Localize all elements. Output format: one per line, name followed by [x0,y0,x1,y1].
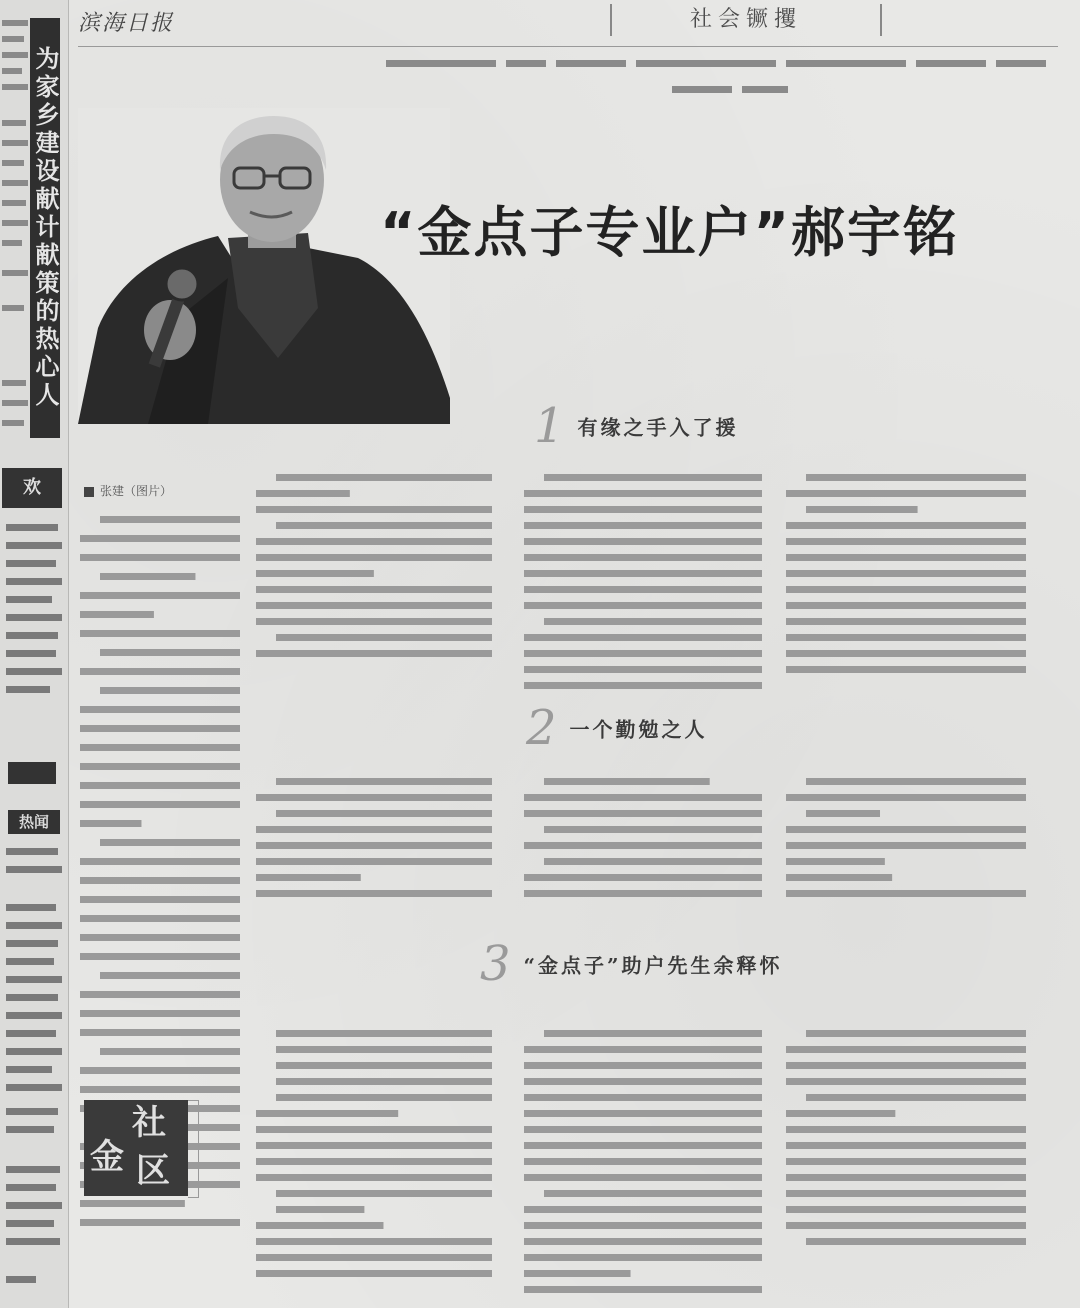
section-1-number: 1 [534,398,568,454]
body-text-line [544,618,762,625]
body-text-line [276,1062,492,1069]
body-text-line [80,820,141,827]
body-text-line [524,1286,762,1293]
body-text-line [544,858,762,865]
body-text-line [524,1206,762,1213]
body-text-line [256,874,361,881]
section-3-number: 3 [480,936,514,992]
body-text-line [524,1158,762,1165]
body-text-line [786,554,1026,561]
body-text-line [524,570,762,577]
body-text-line [544,826,762,833]
body-text-line [100,649,240,656]
body-text-line [80,630,240,637]
body-text-line [80,801,240,808]
body-text-line [80,934,240,941]
body-text-line [80,725,240,732]
body-text-line [524,602,762,609]
body-text-line [524,650,762,657]
section-2-title: 一个勤勉之人 [569,717,708,742]
body-text-line [524,586,762,593]
body-text-line [786,634,1026,641]
body-text-line [524,1062,762,1069]
body-text-line [256,618,492,625]
body-text-line [276,810,492,817]
body-text-line [80,763,240,770]
body-text-line [524,1110,762,1117]
badge-char-3: 区 [136,1151,170,1191]
body-text-line [786,570,1026,577]
body-text-line [276,522,492,529]
section-name: 社会镢攫 [610,4,882,36]
badge-char-1: 金 [90,1137,124,1177]
body-text-line [786,794,1026,801]
body-text-line [276,634,492,641]
body-text-line [524,1222,762,1229]
body-text-line [524,1238,762,1245]
body-text-line [786,1126,1026,1133]
body-text-line [256,1174,492,1181]
body-text-line [256,538,492,545]
body-text-line [80,668,240,675]
body-text-line [524,1174,762,1181]
body-text-line [256,602,492,609]
body-text-line [100,573,195,580]
body-text-line [524,634,762,641]
body-text-line [806,1030,1026,1037]
body-text-line [786,890,1026,897]
body-text-line [80,1067,240,1074]
body-text-line [524,810,762,817]
body-text-line [276,474,492,481]
body-text-line [524,1078,762,1085]
body-text-line [276,1030,492,1037]
body-text-line [80,611,154,618]
body-text-line [524,554,762,561]
body-text-line [80,1219,240,1226]
body-text-line [80,1029,240,1036]
body-text-line [256,1142,492,1149]
body-text-line [806,810,880,817]
body-text-line [80,877,240,884]
body-text-line [544,474,762,481]
body-text-line [256,1222,383,1229]
body-text-line [80,896,240,903]
body-text-line [524,1126,762,1133]
body-text-line [256,1158,492,1165]
body-text-line [256,826,492,833]
body-text-line [80,1010,240,1017]
body-text-line [786,1222,1026,1229]
body-text-line [100,1048,240,1055]
body-text-line [524,522,762,529]
body-text-line [786,874,892,881]
body-text-line [80,1086,240,1093]
body-text-line [524,1270,631,1277]
body-text-line [256,586,492,593]
body-text-line [786,490,1026,497]
body-text-line [256,490,350,497]
body-text-line [786,1142,1026,1149]
body-text-line [524,890,762,897]
body-text-line [524,842,762,849]
body-text-line [256,858,492,865]
vertical-headline: 为家乡建设献计献策的热心人 [30,18,60,438]
body-text-line [276,1206,364,1213]
body-text-line [80,744,240,751]
body-text-line [276,1046,492,1053]
body-text-line [786,1206,1026,1213]
body-text-line [80,554,240,561]
body-text-line [276,778,492,785]
body-text-line [786,586,1026,593]
body-text-line [276,1078,492,1085]
body-text-line [786,522,1026,529]
body-text-line [806,1094,1026,1101]
body-text-line [786,1078,1026,1085]
body-text-line [256,1238,492,1245]
body-text-line [544,1190,762,1197]
body-text-line [256,794,492,801]
body-text-line [524,1142,762,1149]
body-text-line [786,1110,895,1117]
body-text-line [806,474,1026,481]
body-text-line [256,554,492,561]
body-text-line [276,1094,492,1101]
body-text-line [786,618,1026,625]
badge-frame [188,1100,199,1198]
body-text-line [256,1110,398,1117]
body-text-line [80,991,240,998]
body-text-line [100,687,240,694]
badge-char-2: 社 [132,1103,166,1143]
section-3-title: “金点子”助户先生余释怀 [523,953,783,978]
body-text-line [100,972,240,979]
body-text-line [786,1190,1026,1197]
body-text-line [276,1190,492,1197]
body-text-line [786,1158,1026,1165]
body-text-line [80,782,240,789]
body-text-line [524,682,762,689]
body-text-line [786,650,1026,657]
body-text-line [806,1238,1026,1245]
body-text-line [524,666,762,673]
body-text-line [256,890,492,897]
body-text-line [786,1174,1026,1181]
body-text-line [544,778,710,785]
body-text-line [786,1062,1026,1069]
body-text-line [100,516,240,523]
body-text-line [524,794,762,801]
body-text-line [524,1046,762,1053]
body-text-line [256,650,492,657]
body-text-line [80,915,240,922]
body-text-line [80,592,240,599]
body-text-line [786,1046,1026,1053]
article-headline: “金点子专业户”郝宇铭 [380,201,959,264]
body-text-line [80,535,240,542]
body-text-line [524,506,762,513]
body-text-line [80,858,240,865]
body-text-line [524,490,762,497]
body-text-line [256,1270,492,1277]
body-text-line [80,1200,185,1207]
body-text-line [524,874,762,881]
masthead: 滨海日报 [78,11,175,36]
body-text-line [786,602,1026,609]
strip-label-box: 欢 [2,468,62,508]
body-text-line [256,506,492,513]
body-text-line [786,826,1026,833]
column-badge [84,1100,188,1196]
body-text-line [80,953,240,960]
body-text-line [524,1094,762,1101]
body-text-line [806,778,1026,785]
body-text-line [786,538,1026,545]
body-text-line [786,858,885,865]
body-text-line [806,506,918,513]
body-text-line [524,538,762,545]
body-text-line [256,842,492,849]
body-text-line [524,1254,762,1261]
body-text-line [100,839,240,846]
section-2-number: 2 [526,700,560,756]
body-text-line [786,842,1026,849]
author-name: 张建（图片） [100,484,173,498]
strip-label-box-3: 热闻 [8,810,60,834]
body-text-line [80,706,240,713]
body-text-line [256,1126,492,1133]
body-text-line [544,1030,762,1037]
body-text-line [256,1254,492,1261]
body-text-line [786,666,1026,673]
section-1-title: 有缘之手入了援 [577,415,739,440]
body-text-line [256,570,374,577]
